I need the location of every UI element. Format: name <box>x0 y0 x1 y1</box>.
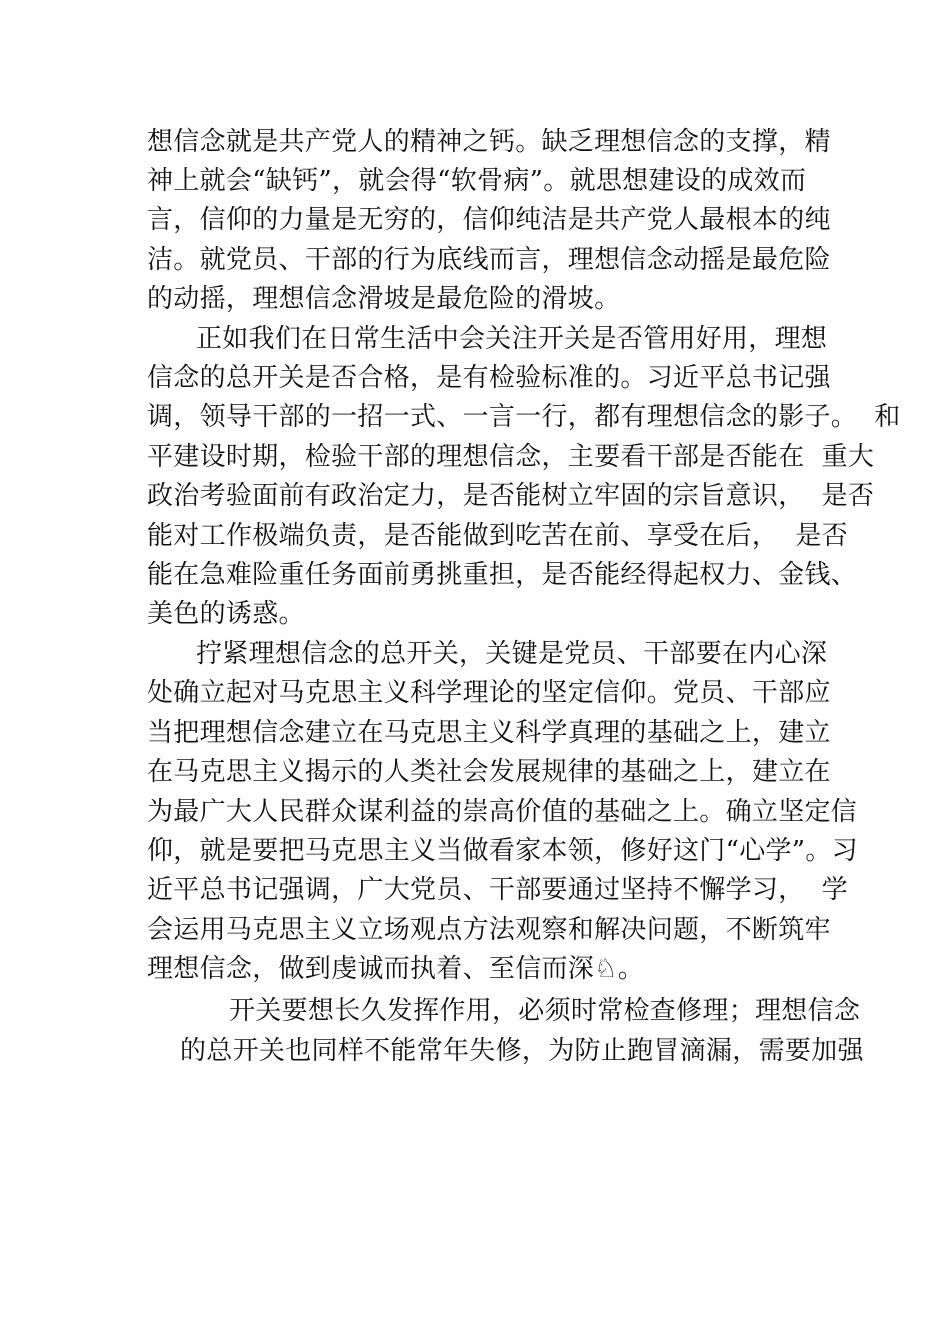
text-line: 能对工作极端负责，是否能做到吃苦在前、享受在后， 是否 <box>147 521 848 551</box>
text-line: 为最广大人民群众谋利益的崇高价值的基础之上。确立坚定信 <box>147 797 858 827</box>
text-line: 洁。就党员、干部的行为底线而言，理想信念动摇是最危险 <box>147 245 831 275</box>
text-line: 信念的总开关是否合格，是有检验标准的。习近平总书记强 <box>147 363 831 393</box>
text-line: 神上就会“缺钙”，就会得“软骨病”。就思想建设的成效而 <box>147 166 807 196</box>
text-line: 想信念就是共产党人的精神之钙。缺乏理想信念的支撑，精 <box>147 127 831 157</box>
text-line: 能在急难险重任务面前勇挑重担，是否能经得起权力、金钱、 <box>147 560 858 590</box>
text-line: 调，领导干部的一招一式、一言一行，都有理想信念的影子。 和 <box>147 402 901 432</box>
text-line: 的总开关也同样不能常年失修，为防止跑冒滴漏，需要加强 <box>180 1036 864 1066</box>
text-line: 会运用马克思主义立场观点方法观察和解决问题，不断筑牢 <box>147 915 831 945</box>
text-line: 理想信念，做到虔诚而执着、至信而深♘。 <box>147 954 645 984</box>
text-line: 仰，就是要把马克思主义当做看家本领，修好这门“心学”。习 <box>147 836 858 866</box>
text-line: 美色的诱惑。 <box>147 599 305 629</box>
text-line: 处确立起对马克思主义科学理论的坚定信仰。党员、干部应 <box>147 678 831 708</box>
text-line: 政治考验面前有政治定力，是否能树立牢固的宗旨意识， 是否 <box>147 481 875 511</box>
text-line: 当把理想信念建立在马克思主义科学真理的基础之上，建立 <box>147 718 831 748</box>
text-line: 的动摇，理想信念滑坡是最危险的滑坡。 <box>147 284 621 314</box>
text-line: 平建设时期，检验干部的理想信念，主要看干部是否能在 重大 <box>147 442 875 472</box>
text-line: 近平总书记强调，广大党员、干部要通过坚持不懈学习， 学 <box>147 875 848 905</box>
text-line: 在马克思主义揭示的人类社会发展规律的基础之上，建立在 <box>147 757 831 787</box>
text-line: 正如我们在日常生活中会关注开关是否管用好用，理想 <box>196 324 828 354</box>
text-line: 言，信仰的力量是无穷的，信仰纯洁是共产党人最根本的纯 <box>147 205 831 235</box>
text-line: 开关要想长久发挥作用，必须时常检查修理；理想信念 <box>229 996 861 1026</box>
text-line: 拧紧理想信念的总开关，关键是党员、干部要在内心深 <box>196 639 828 669</box>
